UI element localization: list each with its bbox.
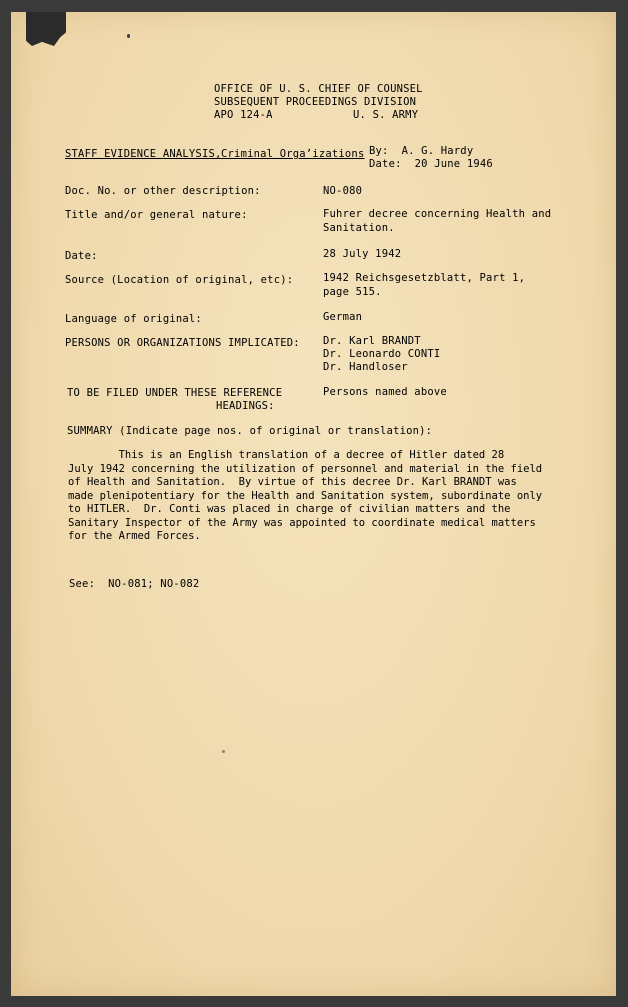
see-also: See: NO-081; NO-082	[69, 578, 200, 590]
title-value-line-1: Fuhrer decree concerning Health and	[323, 208, 552, 220]
analysis-date: Date: 20 June 1946	[369, 158, 493, 170]
filed-value: Persons named above	[323, 386, 447, 398]
source-value-line-2: page 515.	[323, 286, 382, 298]
filed-label-line-2: HEADINGS:	[216, 400, 275, 412]
summary-line: made plenipotentiary for the Health and Sanitation system, subordinate only	[68, 489, 543, 502]
summary-heading: SUMMARY (Indicate page nos. of original or translation):	[67, 425, 433, 437]
date-value: 28 July 1942	[323, 248, 402, 260]
person-item: Dr. Karl BRANDT	[323, 335, 421, 347]
summary-line: July 1942 concerning the utilization of personnel and material in the field	[68, 462, 543, 475]
title-label: Title and/or general nature:	[65, 209, 248, 221]
title-value-line-2: Sanitation.	[323, 222, 395, 234]
language-value: German	[323, 311, 363, 323]
header-army: U. S. ARMY	[353, 109, 419, 121]
doc-value: NO-080	[323, 185, 363, 197]
date-label: Date:	[65, 250, 98, 262]
summary-line: This is an English translation of a decree of Hitler dated 28	[68, 449, 505, 461]
header-line-2: SUBSEQUENT PROCEEDINGS DIVISION	[214, 96, 417, 108]
person-item: Dr. Handloser	[323, 361, 408, 373]
paper-speck	[222, 750, 225, 753]
summary-line: of Health and Sanitation. By virtue of this decree Dr. Karl BRANDT was	[68, 476, 517, 488]
person-item: Dr. Leonardo CONTI	[323, 348, 441, 360]
source-value-line-1: 1942 Reichsgesetzblatt, Part 1,	[323, 272, 526, 284]
filed-label-line-1: TO BE FILED UNDER THESE REFERENCE	[67, 387, 283, 399]
analysis-title: STAFF EVIDENCE ANALYSIS,	[65, 148, 222, 160]
language-label: Language of original:	[65, 313, 202, 325]
source-label: Source (Location of original, etc):	[65, 274, 294, 286]
analyst-by: By: A. G. Hardy	[369, 145, 474, 157]
summary-line: for the Armed Forces.	[68, 530, 201, 542]
persons-label: PERSONS OR ORGANIZATIONS IMPLICATED:	[65, 337, 300, 349]
summary-paragraph	[68, 449, 546, 544]
summary-line: Sanitary Inspector of the Army was appointed to coordinate medical matters	[68, 516, 536, 529]
ink-speck	[127, 34, 130, 38]
header-apo: APO 124-A	[214, 109, 273, 121]
doc-label: Doc. No. or other description:	[65, 185, 261, 197]
header-line-1: OFFICE OF U. S. CHIEF OF COUNSEL	[214, 83, 423, 95]
summary-line: to HITLER. Dr. Conti was placed in charge of civilian matters and the	[68, 503, 511, 515]
analysis-subject: Criminal Orgaʼizations	[221, 148, 365, 160]
